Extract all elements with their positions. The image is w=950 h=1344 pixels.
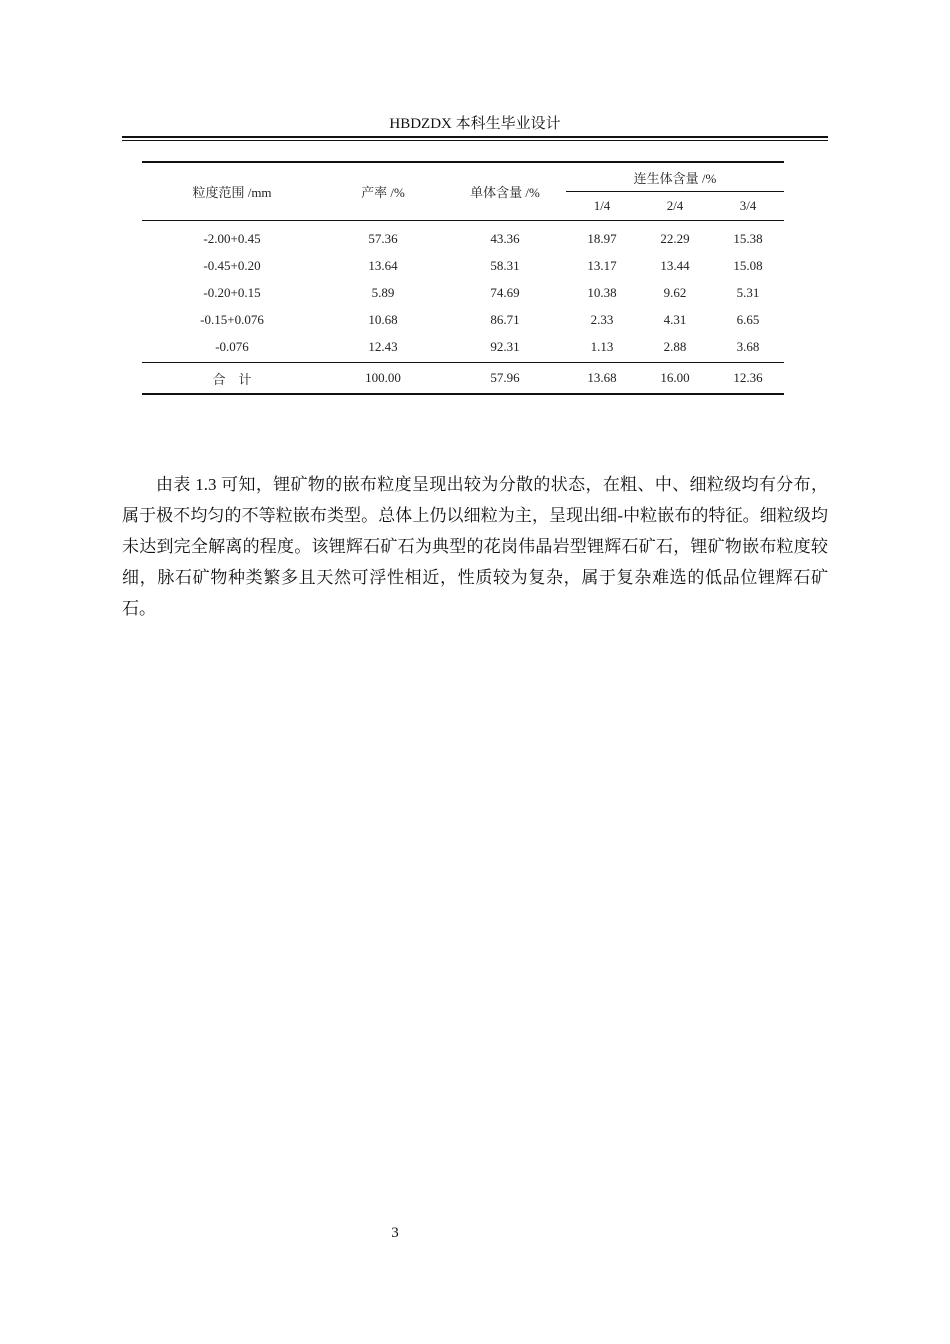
table-row [142,333,784,363]
table-row [142,306,784,333]
table-cell: 13.68 [566,363,638,395]
table-cell: 22.29 [660,230,690,246]
table-cell: 5.89 [371,284,395,300]
table-cell: 92.31 [490,338,520,354]
table-cell: 10.38 [587,284,617,300]
table-cell: -0.15+0.076 [200,311,264,327]
table-cell: 10.68 [368,311,398,327]
header-rule-thick [122,136,828,138]
table-cell: 12.43 [368,338,398,354]
total-label: 合 计 [142,363,322,395]
table-cell: 13.44 [660,257,690,273]
size-distribution-table [142,161,784,395]
table-cell: 86.71 [490,311,520,327]
table-cell: -0.20+0.15 [203,284,261,300]
table-cell: -0.45+0.20 [203,257,261,273]
table-cell: 57.36 [368,230,398,246]
body-paragraph: 由表 1.3 可知，锂矿物的嵌布粒度呈现出较为分散的状态，在粗、中、细粒级均有分布，属于极不均匀的不等粒嵌布类型。总体上仍以细粒为主，呈现出细-中粒嵌布的特征。细粒级均未达到完全解离的程度。该锂辉石矿石为典型的花岗伟晶岩型锂辉石矿石，锂矿物嵌布粒度较细，脉石矿物种类繁多且天然可浮性相近，性质较为复杂，属于复杂难选的低品位锂辉石矿石。 [122,475,828,618]
table-cell: 2.88 [663,338,687,354]
table-cell: 13.64 [368,257,398,273]
table-cell: 15.38 [733,230,763,246]
page-header-title: HBDZDX 本科生毕业设计 [389,116,561,132]
table-cell: -2.00+0.45 [203,230,261,246]
table-cell: 9.62 [663,284,687,300]
table-cell: 74.69 [490,284,520,300]
header-sub-3-4: 3/4 [712,192,784,221]
table-row [142,221,784,253]
header-intergrowth-content: 连生体含量 /% [566,162,784,192]
table-cell: 1.13 [590,338,614,354]
table-cell: 5.31 [736,284,760,300]
page-number: 3 [391,1225,399,1241]
table-cell: 6.65 [736,311,760,327]
table-cell: 13.17 [587,257,617,273]
header-sub-1-4: 1/4 [566,192,638,221]
header-yield: 产率 /% [322,162,444,221]
table-cell: 43.36 [490,230,520,246]
header-rule-thin [122,140,828,141]
table-row [142,252,784,279]
table-cell: 12.36 [712,363,784,395]
table-total-row [142,363,784,395]
table-cell: 4.31 [663,311,687,327]
table-cell: -0.076 [215,338,249,354]
table-cell: 15.08 [733,257,763,273]
header-size-range: 粒度范围 /mm [142,162,322,221]
table-cell: 2.33 [590,311,614,327]
table-cell: 58.31 [490,257,520,273]
table-cell: 100.00 [322,363,444,395]
header-sub-2-4: 2/4 [638,192,712,221]
table-cell: 16.00 [638,363,712,395]
table-cell: 3.68 [736,338,760,354]
table-cell: 18.97 [587,230,617,246]
table-cell: 57.96 [444,363,566,395]
table-row [142,279,784,306]
header-monomer-content: 单体含量 /% [444,162,566,221]
